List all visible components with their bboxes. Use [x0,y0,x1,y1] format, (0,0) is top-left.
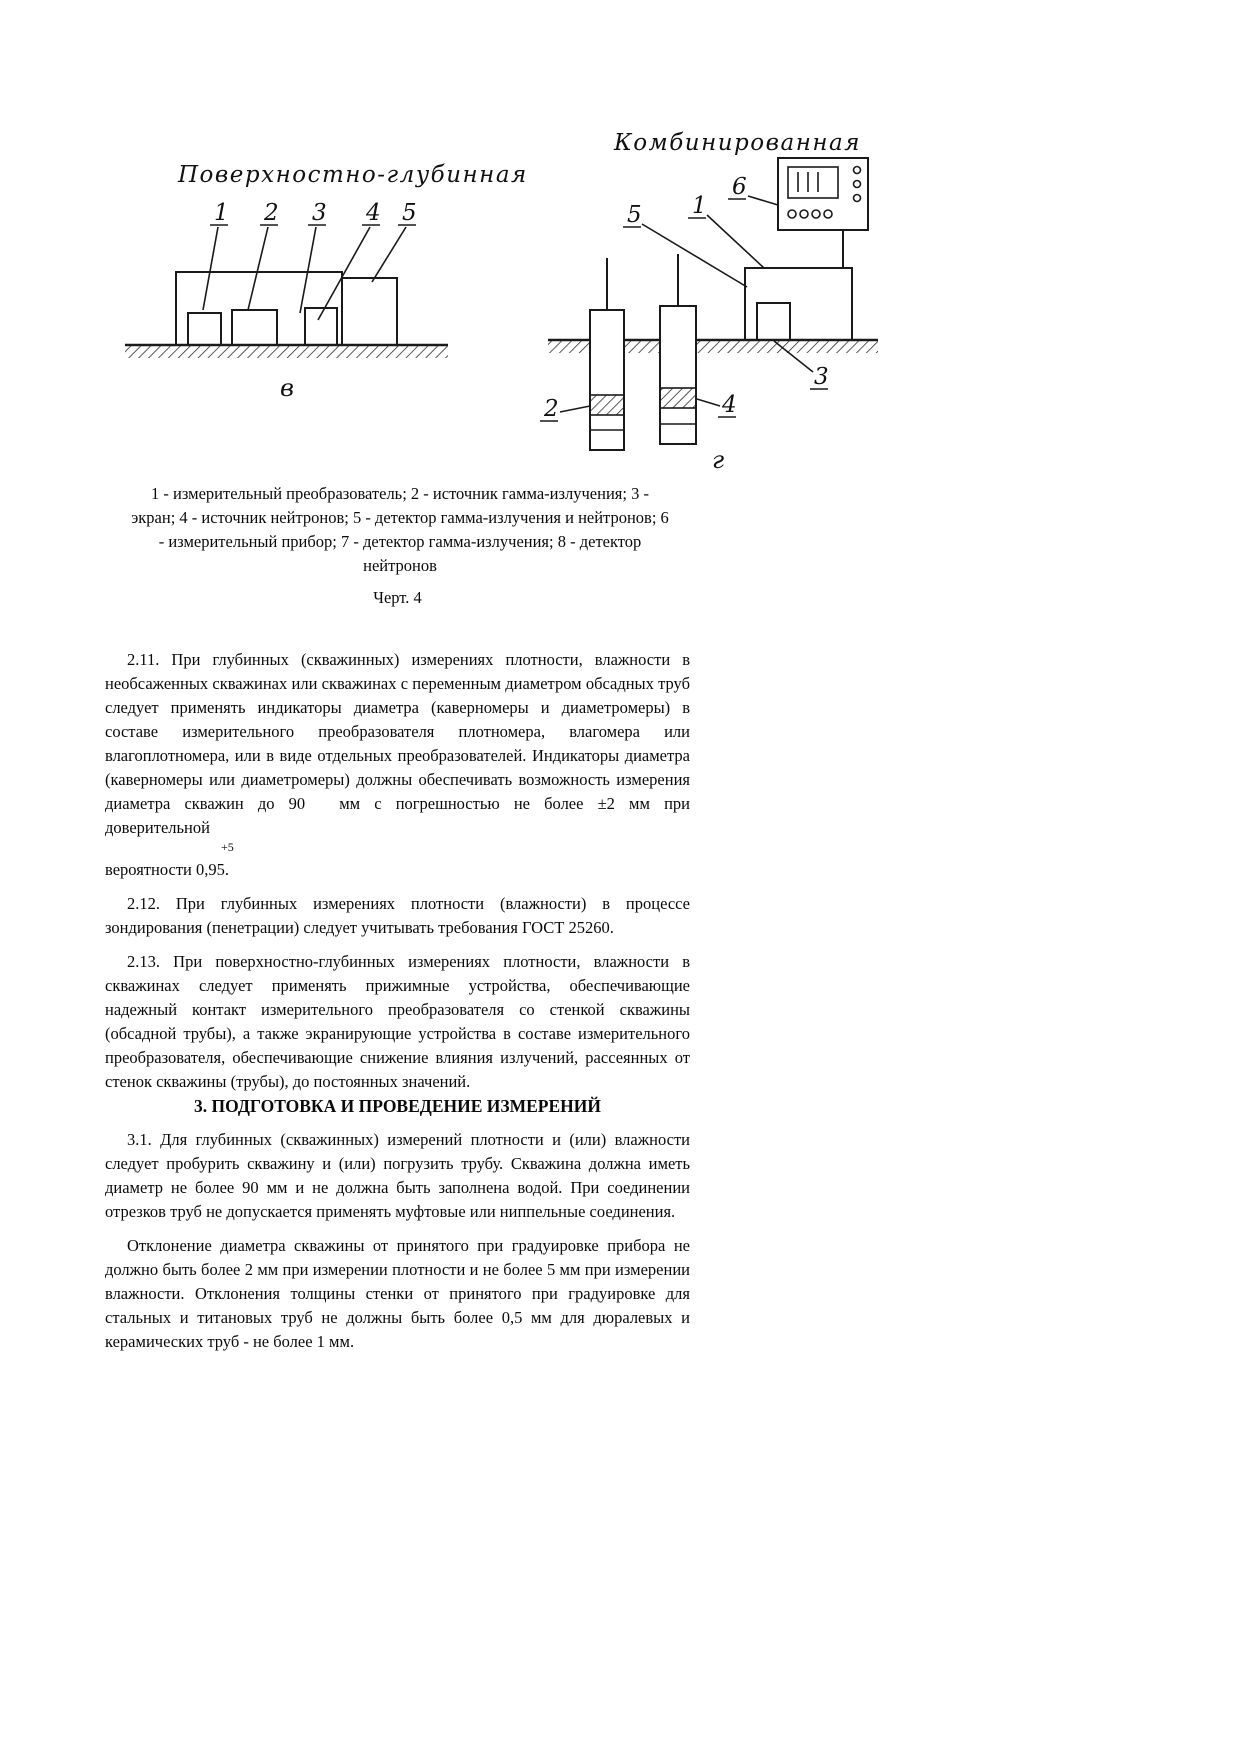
right-diagram [540,130,878,474]
paragraph-3-1: 3.1. Для глубинных (скважинных) измерений плотности и (или) влажности следует пробурить скважину и (или) погрузить трубу. Скважина должна иметь диаметр не более 90 мм и не должна быть заполнена водой. При соединении отрезков труб не допускается применять муфтовые или ниппельные соединения. [105,1130,690,1221]
paragraph-2-11-continuation: вероятности 0,95. [105,860,229,879]
paragraph-2-11 [105,648,690,840]
paragraph-2-11-text-a: 2.11. При глубинных (скважинных) измерениях плотности, влажности в необсаженных скважинах или скважинах с переменным диаметром обсадных труб следует применять индикаторы диаметра (каверномеры и диаметромеры) в составе измерительного преобразователя плотномера, влагомера или влагоплотномера, или в виде отдельных преобразователей. Индикаторы диаметра (каверномеры или диаметромеры) должны обеспечивать возможность измерения диаметра скважин до 90 [105,650,690,813]
right-label-6: 6 [732,174,747,200]
figure-caption: 1 - измерительный преобразователь; 2 - источник гамма-излучения; 3 - экран; 4 - источник нейтронов; 5 - детектор гамма-излучения и нейтронов; 6 - измерительный прибор; 7 - детектор гамма-излучения; 8 - детектор нейтронов [131,484,669,575]
figure-chart-4 [0,110,1240,490]
left-detector-block [342,278,397,345]
right-label-5: 5 [627,202,642,228]
probe-gamma [590,258,624,450]
right-label-3: 3 [814,364,829,390]
right-label-4: 4 [722,392,737,418]
document-body [105,648,690,1364]
probe-neutron [660,254,696,444]
left-diagram [125,162,528,402]
right-sublabel: г [712,446,725,474]
left-diagram-title: Поверхностно-глубинная [178,162,528,188]
right-label-2: 2 [544,396,559,422]
tolerance-superscript: +5 [221,840,234,854]
left-label-3: 3 [312,200,327,226]
right-label-1: 1 [692,193,707,219]
left-ground-hatch [125,345,448,358]
section-3-heading: 3. ПОДГОТОВКА И ПРОВЕДЕНИЕ ИЗМЕРЕНИЙ [194,1096,601,1116]
measuring-instrument [778,158,868,268]
left-sublabel: в [280,374,294,402]
left-transducer-block [188,313,221,345]
surface-unit-screen [757,303,790,340]
left-label-5: 5 [402,200,417,226]
paragraph-2-11-text-b: мм с погрешностью не более ±2 мм при доверительной [105,794,690,837]
right-diagram-title: Комбинированная [614,130,861,156]
paragraph-3-1-continuation: Отклонение диаметра скважины от принятого при градуировке прибора не должно быть более 2 мм при измерении плотности и не более 5 мм при измерении влажности. Отклонения толщины стенки от принятого при градуировке для стальных и титановых труб не должны быть более 0,5 мм для дюралевых и керамических труб - не более 1 мм. [105,1236,690,1351]
paragraph-2-12: 2.12. При глубинных измерениях плотности (влажности) в процессе зондирования (пенетрации) следует учитывать требования ГОСТ 25260. [105,894,690,937]
left-source-block [232,310,277,345]
paragraph-2-13: 2.13. При поверхностно-глубинных измерениях плотности, влажности в скважинах следует применять прижимные устройства, обеспечивающие надежный контакт измерительного преобразователя со стенкой скважины (обсадной трубы), а также экранирующие устройства в составе измерительного преобразователя, обеспечивающие снижение влияния излучений, рассеянных от стенок скважины (трубы), до постоянных значений. [105,952,690,1091]
figure-number: Черт. 4 [373,588,422,607]
left-label-2: 2 [264,200,279,226]
left-label-1: 1 [214,200,229,226]
left-label-4: 4 [366,200,381,226]
